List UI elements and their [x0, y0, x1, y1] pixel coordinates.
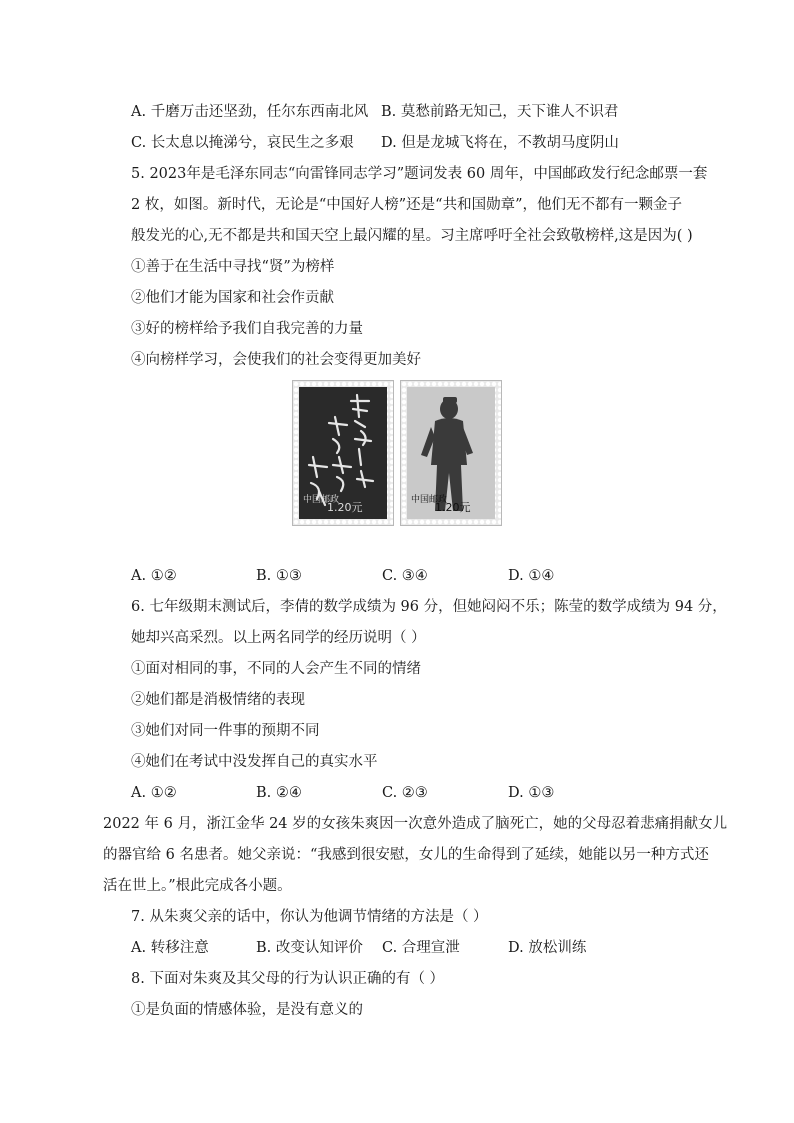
q8-stem: 8. 下面对朱爽及其父母的行为认识正确的有（ ）	[131, 971, 445, 987]
material-line-1: 2022 年 6 月，浙江金华 24 岁的女孩朱爽因一次意外造成了脑死亡，她的父母忍着悲痛捐献女儿	[103, 816, 728, 832]
stamp-figure	[292, 380, 502, 528]
q6-stem-line-1: 6. 七年级期末测试后，李倩的数学成绩为 96 分，但她闷闷不乐；陈莹的数学成绩为 94 分，	[131, 599, 727, 615]
q6-option-d: D. ①③	[508, 785, 555, 801]
q5-item-4: ④向榜样学习，会使我们的社会变得更加美好	[131, 352, 421, 368]
q7-option-b: B. 改变认知评价	[256, 940, 363, 956]
material-line-3: 活在世上。”根此完成各小题。	[103, 878, 292, 894]
q4-option-c: C. 长太息以掩涕兮，哀民生之多艰	[131, 135, 354, 151]
q7-option-a: A. 转移注意	[131, 940, 209, 956]
q8-item-1: ①是负面的情感体验，是没有意义的	[131, 1002, 363, 1018]
stamp-calligraphy	[292, 380, 394, 526]
q4-option-b: B. 莫愁前路无知己，天下谁人不识君	[381, 104, 619, 120]
q6-option-c: C. ②③	[382, 785, 428, 801]
q7-stem: 7. 从朱爽父亲的话中，你认为他调节情绪的方法是（ ）	[131, 909, 488, 925]
material-line-2: 的器官给 6 名患者。她父亲说：“我感到很安慰，女儿的生命得到了延续，她能以另一种方式还	[103, 847, 709, 863]
q6-option-a: A. ①②	[131, 785, 177, 801]
q5-item-2: ②他们才能为国家和社会作贡献	[131, 290, 334, 306]
stamp-left-post-label: 中国邮政	[303, 495, 340, 505]
q5-item-3: ③好的榜样给予我们自我完善的力量	[131, 321, 363, 337]
q6-item-2: ②她们都是消极情绪的表现	[131, 692, 305, 708]
q5-option-a: A. ①②	[131, 568, 177, 584]
q5-option-c: C. ③④	[382, 568, 428, 584]
q6-option-b: B. ②④	[256, 785, 302, 801]
q5-option-d: D. ①④	[508, 568, 555, 584]
q7-option-d: D. 放松训练	[508, 940, 587, 956]
stamp-calligraphy-image	[299, 387, 387, 519]
q6-item-3: ③她们对同一件事的预期不同	[131, 723, 320, 739]
q4-option-a: A. 千磨万击还坚劲，任尔东西南北风	[131, 104, 369, 120]
stamp-right-post-label: 中国邮政	[411, 495, 448, 505]
stamp-right-denomination: 1.20元	[435, 501, 471, 514]
stamp-portrait-image	[407, 387, 495, 519]
q5-item-1: ①善于在生活中寻找“贤”为榜样	[131, 259, 335, 275]
stamp-portrait	[400, 380, 502, 526]
q4-option-d: D. 但是龙城飞将在，不教胡马度阴山	[381, 135, 619, 151]
q6-item-4: ④她们在考试中没发挥自己的真实水平	[131, 754, 378, 770]
q5-option-b: B. ①③	[256, 568, 302, 584]
q5-stem-line-1: 5. 2023年是毛泽东同志“向雷锋同志学习”题词发表 60 周年，中国邮政发行纪念邮票一套	[131, 166, 708, 182]
q6-stem-line-2: 她却兴高采烈。以上两名同学的经历说明（ ）	[131, 630, 426, 646]
stamp-left-denomination: 1.20元	[327, 501, 363, 514]
q6-item-1: ①面对相同的事，不同的人会产生不同的情绪	[131, 661, 421, 677]
q7-option-c: C. 合理宣泄	[382, 940, 460, 956]
q5-stem-line-2: 2 枚，如图。新时代，无论是“中国好人榜”还是“共和国勋章”，他们无不都有一颗金子	[131, 197, 682, 213]
q5-stem-line-3: 般发光的心,无不都是共和国天空上最闪耀的星。习主席呼吁全社会致敬榜样,这是因为( )	[131, 228, 693, 244]
